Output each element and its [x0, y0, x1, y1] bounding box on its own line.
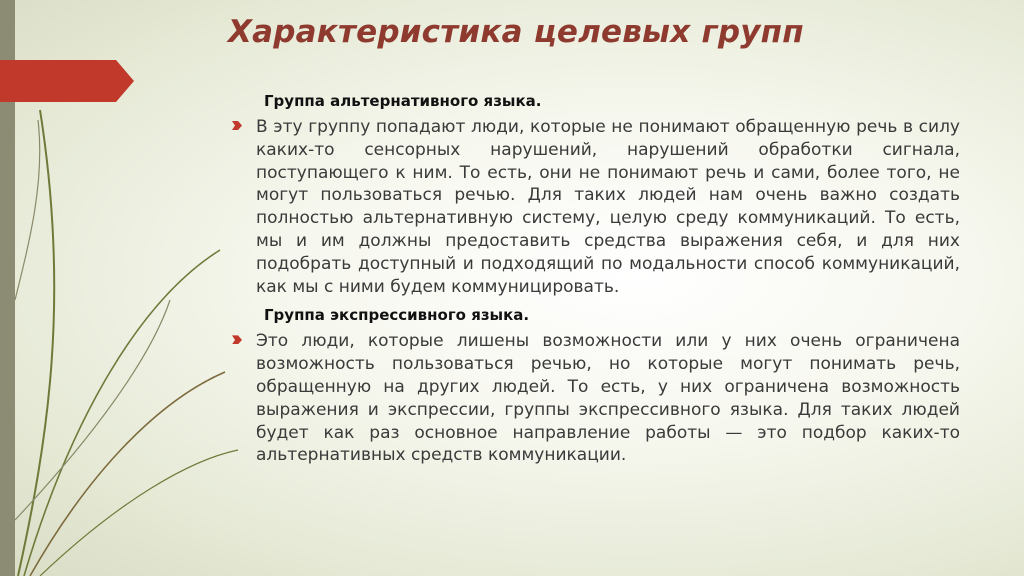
title-arrow-tab [0, 60, 134, 102]
arrow-bullet-icon [232, 335, 242, 344]
bullet-item-alternative [232, 116, 960, 298]
arrow-bullet-icon [232, 121, 242, 130]
section-heading-alternative: Группа альтернативного языка. [264, 92, 542, 110]
section-heading-expressive: Группа экспрессивного языка. [264, 306, 530, 325]
slide-content [232, 92, 960, 475]
bullet-text-expressive: Это люди, которые лишены возможности или у них очень ограничена возможность пользоваться речью, но которые могут понимать речь, обращенную на других людей. То есть, у них ограничена возможность выражения и экспрессии, группы экспрессивного языка. Для таких людей будет как раз основное направление работы — это подбор каких-то альтернативных средств коммуникации. [256, 331, 960, 466]
bullet-text-alternative: В эту группу попадают люди, которые не понимают обращенную речь в силу каких-то сенсорных нарушений, нарушений обработки сигнала, поступающего к ним. То есть, они не понимают речь и сами, более того, не могут пользоваться речью. Для таких людей нам очень важно создать полностью альтернативную систему, целую среду коммуникаций. То есть, мы и им должны предоставить средства выражения себя, и для них подобрать доступный и подходящий по модальности способ коммуникаций, как мы с ними будем коммуницировать. [256, 117, 960, 297]
bullet-item-expressive [232, 330, 960, 467]
slide-title: Характеристика целевых групп [228, 14, 804, 50]
